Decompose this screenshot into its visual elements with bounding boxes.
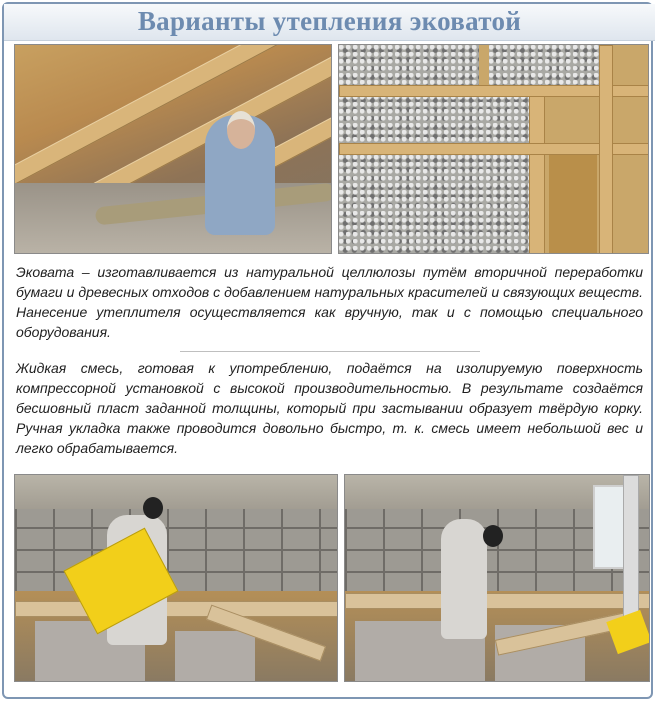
divider [180,351,480,352]
photo-attic-spraying [14,44,332,254]
photo-manual-pouring [14,474,338,682]
photo-manual-leveling [344,474,650,682]
page-title: Варианты утепления эковатой [137,6,522,36]
photo-insulated-floor [338,44,649,254]
paragraph-application-method: Жидкая смесь, готовая к употреблению, подаётся на изолируемую поверхность компрессорной установкой с высокой производительностью. В результате создаётся бесшовный пласт заданной толщины, который при застывании образует твёрдую корку. Ручная укладка также проводится довольно быстро, т. к. смесь имеет небольшой вес и легко обрабатывается. [16,360,643,456]
paragraph-ecowool-description: Эковата – изготавливается из натуральной целлюлозы путём вторичной переработки бумаги и древесных отходов с добавлением натуральных красителей и связующих веществ. Нанесение утеплителя осуществляется как вручную, так и с помощью специального оборудования. [16,264,643,340]
